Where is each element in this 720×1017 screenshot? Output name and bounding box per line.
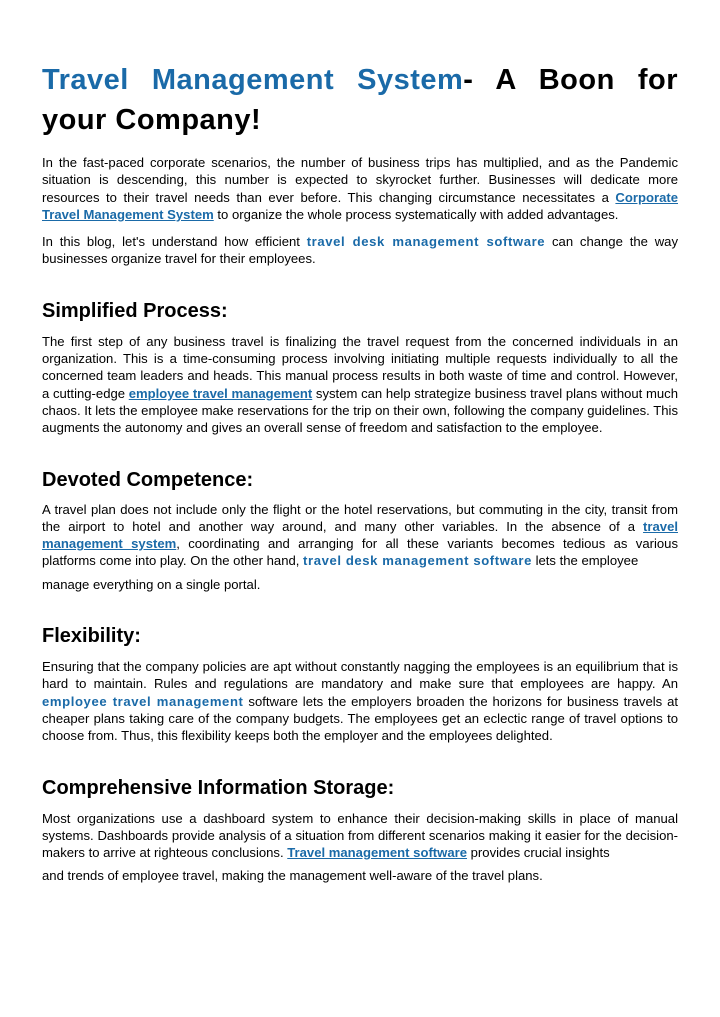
intro-text: In the fast-paced corporate scenarios, the number of business trips has multiplied, and as the Pandemic situation is descending, this number is expected to skyrocket further. Businesses will dedicate more resources to their travel needs than ever before. This changing circumstance necessitates a <box>42 155 678 205</box>
heading-devoted-competence: Devoted Competence: <box>42 468 254 491</box>
intro-paragraph-1 <box>42 154 678 223</box>
paragraph-simplified-process <box>42 333 678 437</box>
title-accent: Travel Management System <box>42 64 464 96</box>
body-text: lets the employee <box>531 553 639 569</box>
travel-management-software-link[interactable]: Travel management software <box>287 845 468 861</box>
body-text: provides crucial insights <box>467 845 610 861</box>
body-text: Most organizations use a dashboard system to enhance their decision-making skills in place of manual systems. Dashboards provide analysis of a situation from different scenarios making it easier for the decision-makers to arrive at righteous conclusions. <box>42 810 678 861</box>
travel-management-system-link[interactable]: travel management system <box>42 518 678 552</box>
paragraph-information-storage <box>42 810 678 862</box>
page-title <box>42 60 678 140</box>
body-text: software lets the employers broaden the horizons for business travels at cheaper plans taking care of the company budgets. The employees get an eclectic range of travel options to choose from. Thus, this flexibility keeps both the employer and the employees delighted. <box>42 693 679 744</box>
paragraph-devoted-competence <box>42 501 678 570</box>
paragraph-flexibility <box>42 658 678 744</box>
heading-simplified-process: Simplified Process: <box>42 299 228 322</box>
heading-information-storage: Comprehensive Information Storage: <box>42 776 395 799</box>
body-text: A travel plan does not include only the flight or the hotel reservations, but commuting in the city, transit from the airport to hotel and another way around, and many other variables. In the absence of a <box>42 501 678 534</box>
keyword-travel-desk: travel desk management software <box>303 553 532 569</box>
corporate-travel-link[interactable]: Corporate Travel Management System <box>42 189 678 222</box>
keyword-travel-desk: travel desk management software <box>306 234 546 250</box>
paragraph-devoted-tail: manage everything on a single portal. <box>42 576 261 592</box>
heading-flexibility: Flexibility: <box>42 625 141 648</box>
intro-paragraph-2 <box>42 233 678 268</box>
employee-travel-management-link[interactable]: employee travel management <box>128 385 313 401</box>
intro-text: can change the way businesses organize travel for their employees. <box>42 234 678 267</box>
title-rest: - A Boon for your Company! <box>42 64 678 136</box>
paragraph-storage-tail: and trends of employee travel, making the management well-aware of the travel plans. <box>42 868 543 884</box>
intro-text: to organize the whole process systematically with added advantages. <box>213 206 619 222</box>
body-text: system can help strategize business travel plans without much chaos. It lets the employee make reservations for the trip on their own, following the company guidelines. This augments the autonomy and gives an overall sense of freedom and satisfaction to the employee. <box>42 385 679 436</box>
keyword-employee-travel: employee travel management <box>42 693 244 709</box>
document-page <box>42 60 678 885</box>
body-text: Ensuring that the company policies are apt without constantly nagging the employees is an equilibrium that is hard to maintain. Rules and regulations are mandatory and make sure that employees are happy. An <box>42 659 678 692</box>
intro-text: In this blog, let's understand how efficient <box>42 234 307 250</box>
body-text: , coordinating and arranging for all these variants becomes tedious as various platforms come into play. On the other hand, <box>42 536 678 569</box>
body-text: The first step of any business travel is finalizing the travel request from the concerned individuals in an organization. This is a time-consuming process involving initiating multiple requests individually to all the concerned team leaders and heads. This manual process results in both waste of time and control. However, a cutting-edge <box>42 333 678 401</box>
